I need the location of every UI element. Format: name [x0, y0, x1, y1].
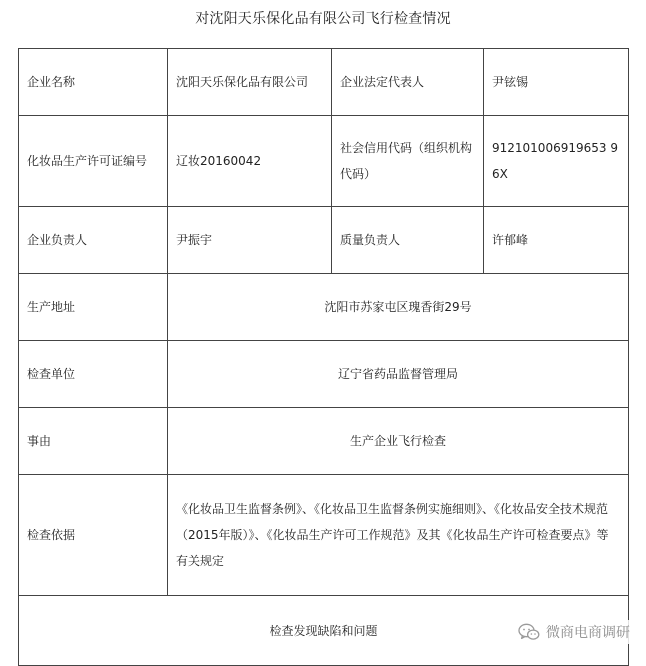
quality-manager-value: 许郁峰 [484, 207, 629, 274]
watermark-text: 微商电商调研 [546, 625, 630, 641]
credit-code-label: 社会信用代码（组织机构代码） [332, 116, 484, 207]
table-row-license [19, 116, 629, 207]
quality-manager-label: 质量负责人 [332, 207, 484, 274]
company-name-label: 企业名称 [19, 49, 168, 116]
license-number-label: 化妆品生产许可证编号 [19, 116, 168, 207]
license-number-value: 辽妆20160042 [168, 116, 332, 207]
inspection-unit-label: 检查单位 [19, 341, 168, 408]
inspection-unit-value: 辽宁省药品监督管理局 [168, 341, 629, 408]
reason-value: 生产企业飞行检查 [168, 408, 629, 475]
wechat-icon [518, 623, 540, 641]
reason-label: 事由 [19, 408, 168, 475]
production-address-label: 生产地址 [19, 274, 168, 341]
table-row-inspector [19, 341, 629, 408]
findings-heading: 检查发现缺陷和问题 [19, 596, 629, 666]
page-title: 对沈阳天乐保化品有限公司飞行检查情况 [195, 11, 451, 27]
inspection-basis-label: 检查依据 [19, 475, 168, 596]
table-row-reason [19, 408, 629, 475]
production-address-value: 沈阳市苏家屯区瑰香街29号 [168, 274, 629, 341]
company-name-value: 沈阳天乐保化品有限公司 [168, 49, 332, 116]
table-row-manager [19, 207, 629, 274]
table-row-address [19, 274, 629, 341]
legal-representative-label: 企业法定代表人 [332, 49, 484, 116]
watermark [514, 620, 634, 644]
table-row-company [19, 49, 629, 116]
inspection-table [18, 48, 629, 666]
company-manager-value: 尹振宇 [168, 207, 332, 274]
credit-code-value: 912101006919653 96X [484, 116, 629, 207]
company-manager-label: 企业负责人 [19, 207, 168, 274]
legal-representative-value: 尹铉锡 [484, 49, 629, 116]
table-row-basis [19, 475, 629, 596]
inspection-basis-value: 《化妆品卫生监督条例》、《化妆品卫生监督条例实施细则》、《化妆品安全技术规范（2015年版）》、《化妆品生产许可工作规范》及其《化妆品生产许可检查要点》等有关规定 [168, 475, 629, 596]
